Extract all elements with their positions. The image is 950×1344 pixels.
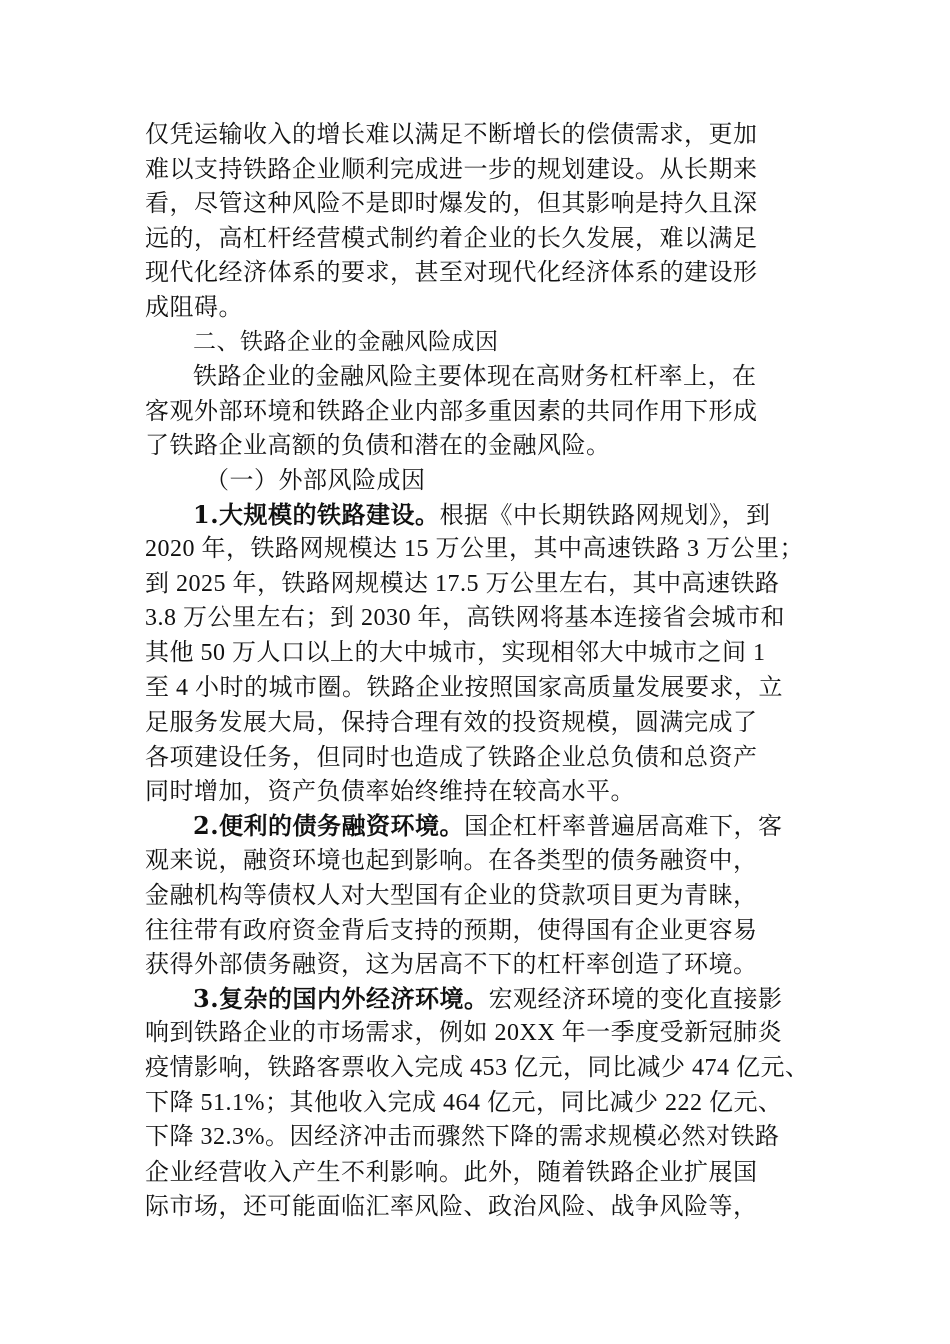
text-line: 响到铁路企业的市场需求，例如 20XX 年一季度受新冠肺炎 — [145, 1020, 783, 1047]
text-line: 企业经营收入产生不利影响。此外，随着铁路企业扩展国 — [145, 1157, 758, 1186]
text-line — [145, 982, 805, 1017]
text-line: 了铁路企业高额的负债和潜在的金融风险。 — [145, 431, 611, 460]
text-line: 同时增加，资产负债率始终维持在较高水平。 — [145, 777, 635, 806]
text-line: 成阻碍。 — [145, 292, 243, 321]
text-line — [145, 498, 805, 533]
text-line: 铁路企业的金融风险主要体现在高财务杠杆率上，在 — [193, 362, 757, 391]
text-line: 其他 50 万人口以上的大中城市，实现相邻大中城市之间 1 — [145, 639, 766, 666]
paragraph-item-1 — [145, 498, 805, 809]
item-text: 根据《中长期铁路网规划》，到 — [439, 500, 771, 529]
paragraph-intro — [145, 359, 805, 463]
section-heading: 二、铁路企业的金融风险成因 — [193, 328, 499, 355]
text-line: 2020 年，铁路网规模达 15 万公里，其中高速铁路 3 万公里； — [145, 536, 804, 563]
text-line: 往往带有政府资金背后支持的预期，使得国有企业更容易 — [145, 915, 758, 944]
item-lead: 3.复杂的国内外经济环境。 — [193, 983, 489, 1013]
text-line: 疫情影响，铁路客票收入完成 453 亿元，同比减少 474 亿元、 — [145, 1055, 810, 1082]
text-line: 际市场，还可能面临汇率风险、政治风险、战争风险等， — [145, 1192, 758, 1221]
text-line: 难以支持铁路企业顺利完成进一步的规划建设。从长期来 — [145, 154, 758, 183]
text-line: 到 2025 年，铁路网规模达 17.5 万公里左右，其中高速铁路 — [145, 570, 780, 597]
text-line: 观来说，融资环境也起到影响。在各类型的债务融资中， — [145, 846, 758, 875]
paragraph-item-3 — [145, 982, 810, 1224]
text-line: 现代化经济体系的要求，甚至对现代化经济体系的建设形 — [145, 258, 758, 287]
text-line: 获得外部债务融资，这为居高不下的杠杆率创造了环境。 — [145, 950, 758, 979]
document-body — [145, 117, 810, 1224]
item-lead: 2.便利的债务融资环境。 — [193, 810, 465, 840]
item-lead: 1.大规模的铁路建设。 — [193, 499, 440, 529]
subsection-heading: （一）外部风险成因 — [205, 465, 426, 494]
text-line: 远的，高杠杆经营模式制约着企业的长久发展，难以满足 — [145, 223, 758, 252]
text-line: 客观外部环境和铁路企业内部多重因素的共同作用下形成 — [145, 396, 758, 425]
paragraph-continuation — [145, 117, 805, 325]
text-line: 仅凭运输收入的增长难以满足不断增长的偿债需求，更加 — [145, 120, 758, 148]
item-text: 宏观经济环境的变化直接影 — [488, 984, 783, 1013]
text-line: 至 4 小时的城市圈。铁路企业按照国家高质量发展要求，立 — [145, 674, 783, 701]
text-line: 金融机构等债权人对大型国有企业的贷款项目更为青睐， — [145, 881, 758, 910]
text-line: 足服务发展大局，保持合理有效的投资规模，圆满完成了 — [145, 708, 758, 737]
text-line: 3.8 万公里左右；到 2030 年，高铁网将基本连接省会城市和 — [145, 605, 785, 632]
text-line — [145, 809, 805, 844]
text-line: 下降 32.3%。因经济冲击而骤然下降的需求规模必然对铁路 — [145, 1124, 780, 1151]
text-line: 看，尽管这种风险不是即时爆发的，但其影响是持久且深 — [145, 189, 758, 218]
paragraph-item-2 — [145, 809, 805, 982]
text-line: 下降 51.1%；其他收入完成 464 亿元，同比减少 222 亿元、 — [145, 1089, 783, 1116]
item-text: 国企杠杆率普遍居高难下，客 — [464, 811, 783, 840]
text-line: 各项建设任务，但同时也造成了铁路企业总负债和总资产 — [145, 742, 758, 771]
